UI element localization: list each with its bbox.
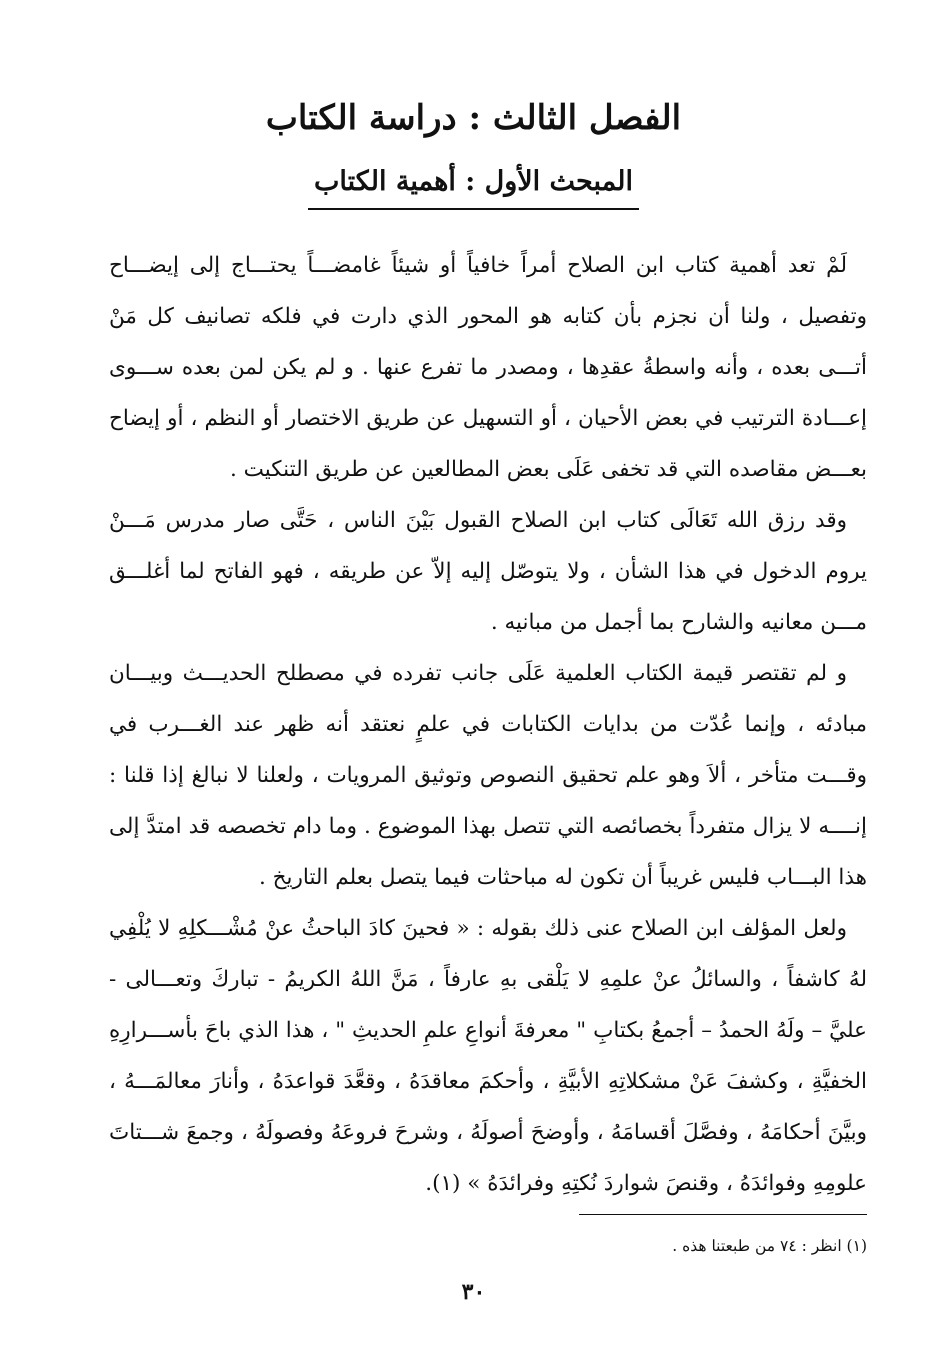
chapter-title: الفصل الثالث : دراسة الكتاب (265, 98, 682, 138)
body-text (109, 240, 867, 1209)
footnote-divider (579, 1214, 867, 1215)
paragraph-2: وقد رزق الله تَعَالَى كتاب ابن الصلاح القبول بَيْنَ الناس ، حَتَّى صار مدرس مَـــنْ يروم الدخول في هذا الشأن ، ولا يتوصّل إليه إلاّ عن طريقه ، فهو الفاتح لما أغلـــق مـــن معانيه والشارح بما أجمل من مبانيه . (109, 508, 867, 635)
paragraph-1: لَمْ تعد أهمية كتاب ابن الصلاح أمراً خافياً أو شيئاً غامضـــاً يحتـــاج إلى إيضـــاح وتفصيل ، ولنا أن نجزم بأن كتابه هو المحور الذي دارت في فلكه تصانيف كل مَنْ أتـــى بعده ، وأنه واسطةُ عقدِها ، ومصدر ما تفرع عنها . و لم يكن لمن بعده ســـوى إعـــادة الترتيب في بعض الأحيان ، أو التسهيل عن طريق الاختصار أو النظم ، أو إيضاح بعـــض مقاصده التي قد تخفى عَلَى بعض المطالعين عن طريق التنكيت . (109, 253, 867, 482)
section-title-container (0, 160, 947, 210)
page-number: ٣٠ (461, 1279, 486, 1305)
footnote: (١) انظر : ٧٤ من طبعتنا هذه . (672, 1237, 867, 1255)
paragraph-3: و لم تقتصر قيمة الكتاب العلمية عَلَى جانب تفرده في مصطلح الحديـــث وبيـــان مبادئه ، وإنما عُدّت من بدايات الكتابات في علمٍ نعتقد أنه ظهر عند الغـــرب في وقـــت متأخر ، ألاَ وهو علم تحقيق النصوص وتوثيق المرويات ، ولعلنا لا نبالغ إذا قلنا : إنــــه لا يزال متفرداً بخصائصه التي تتصل بهذا الموضوع . وما دام تخصصه قد امتدَّ إلى هذا البـــاب فليس غريباً أن تكون له مباحثات فيما يتصل بعلم التاريخ . (109, 661, 867, 890)
paragraph-4: ولعل المؤلف ابن الصلاح عنى ذلك بقوله : « فحينَ كادَ الباحثُ عنْ مُشْـــكلِهِ لا يُلْفِي لهُ كاشفاً ، والسائلُ عنْ علمِهِ لا يَلْقى بهِ عارفاً ، مَنَّ اللهُ الكريمُ - تباركَ وتعـــالى - عليَّ – ولَهُ الحمدُ – أجمعُ بكتابِ " معرفةَ أنواعِ علمِ الحديثِ " ، هذا الذي باحَ بأســـرارِهِ الخفيَّةِ ، وكشفَ عَنْ مشكلاتِهِ الأبيَّةِ ، وأحكمَ معاقدَهُ ، وقعَّدَ قواعدَهُ ، وأنارَ معالمَـــهُ ، وبيَّنَ أحكامَهُ ، وفصَّلَ أقسامَهُ ، وأوضحَ أصولَهُ ، وشرحَ فروعَهُ وفصولَهُ ، وجمعَ شـــتاتَ علومِهِ وفوائدَهُ ، وقنصَ شواردَ نُكتِهِ وفرائدَهُ » (١). (109, 916, 867, 1196)
section-title: المبحث الأول : أهمية الكتاب (308, 160, 639, 210)
